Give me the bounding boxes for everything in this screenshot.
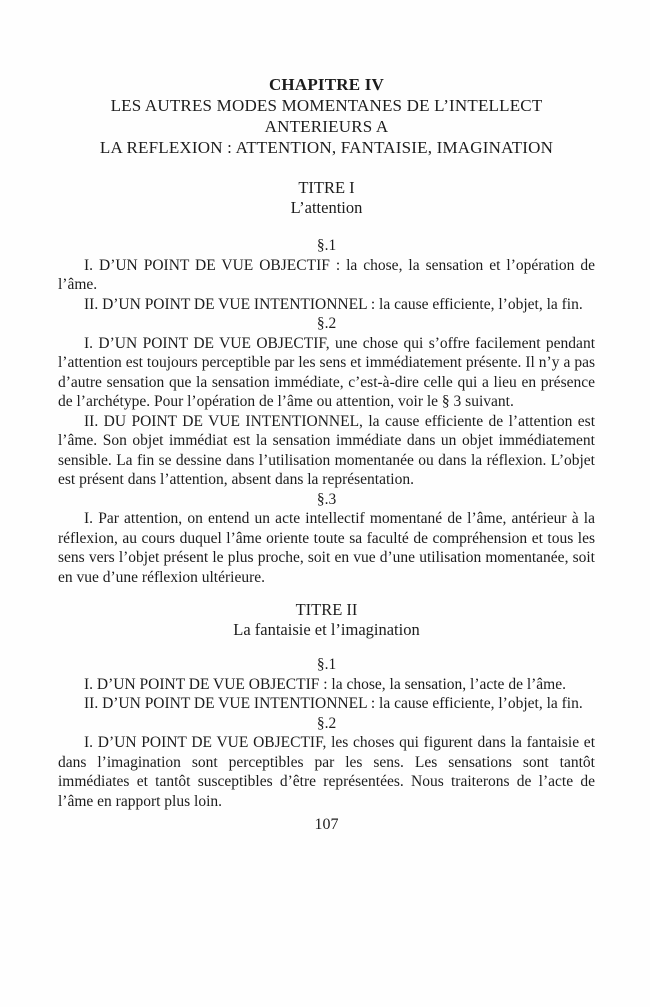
titre-1-heading — [58, 178, 595, 217]
block-t1-p1 — [58, 236, 595, 314]
titre-1-title: TITRE I — [298, 178, 355, 197]
paragraph-mark: §.2 — [316, 714, 337, 732]
titre-2-title: TITRE II — [295, 600, 358, 619]
section-titre-2 — [58, 600, 595, 811]
paragraph-mark: §.2 — [316, 315, 337, 332]
paragraph: II. DU POINT DE VUE INTENTIONNEL, la cause efficiente de l’attention est l’âme. Son objet immédiat est la sensation immédiate dans un objet immédiatement sensible. La fin se dessine dans l’utilisation momentanée ou dans la réflexion. L’objet est présent dans l’attention, absent dans la représentation. — [58, 412, 595, 488]
titre-2-heading — [58, 600, 595, 639]
block-t1-p2 — [58, 314, 595, 490]
paragraph: I. D’UN POINT DE VUE OBJECTIF : la chose, la sensation, l’acte de l’âme. — [84, 675, 566, 693]
chapter-heading — [58, 74, 595, 158]
block-t1-p3 — [58, 490, 595, 588]
block-t2-p1 — [58, 655, 595, 714]
section-titre-1 — [58, 178, 595, 587]
paragraph: II. D’UN POINT DE VUE INTENTIONNEL : la cause efficiente, l’objet, la fin. — [84, 295, 583, 313]
paragraph: I. D’UN POINT DE VUE OBJECTIF, une chose qui s’offre facilement pendant l’attention est toujours perceptible par les sens et immédiatement présente. Il n’y a pas d’autre sensation que la sensation immédiate, c’est-à-dire celle qui a lieu en présence de l’archétype. Pour l’opération de l’âme ou attention, voir le § 3 suivant. — [58, 334, 595, 410]
titre-2-subtitle: La fantaisie et l’imagination — [233, 619, 420, 639]
paragraph-mark: §.1 — [316, 656, 337, 673]
chapter-title-line-2: ANTERIEURS A — [264, 117, 389, 136]
page-number: 107 — [314, 816, 339, 833]
block-t2-p2 — [58, 714, 595, 812]
chapter-title-line-1: LES AUTRES MODES MOMENTANES DE L’INTELLECT — [110, 96, 543, 115]
paragraph-mark: §.3 — [316, 490, 337, 508]
titre-1-subtitle: L’attention — [290, 197, 363, 217]
paragraph: II. D’UN POINT DE VUE INTENTIONNEL : la cause efficiente, l’objet, la fin. — [84, 695, 583, 712]
paragraph-mark: §.1 — [316, 237, 337, 254]
chapter-title-line-3: LA REFLEXION : ATTENTION, FANTAISIE, IMAGINATION — [99, 138, 554, 157]
paragraph: I. D’UN POINT DE VUE OBJECTIF, les choses qui figurent dans la fantaisie et dans l’imagination sont perceptibles par les sens. Les sensations sont tantôt immédiates et tantôt susceptibles d’être représentées. Nous traiterons de l’acte de l’âme en rapport plus loin. — [58, 734, 595, 810]
chapter-number: CHAPITRE IV — [268, 75, 385, 94]
paragraph: I. Par attention, on entend un acte intellectif momentané de l’âme, antérieur à la réflexion, au cours duquel l’âme oriente toute sa faculté de compréhension et tous les sens vers l’objet présent le plus proche, soit en vue d’une utilisation momentanée, soit en vue d’une réflexion ultérieure. — [58, 510, 595, 586]
paragraph: I. D’UN POINT DE VUE OBJECTIF : la chose, la sensation et l’opération de l’âme. — [58, 256, 595, 293]
